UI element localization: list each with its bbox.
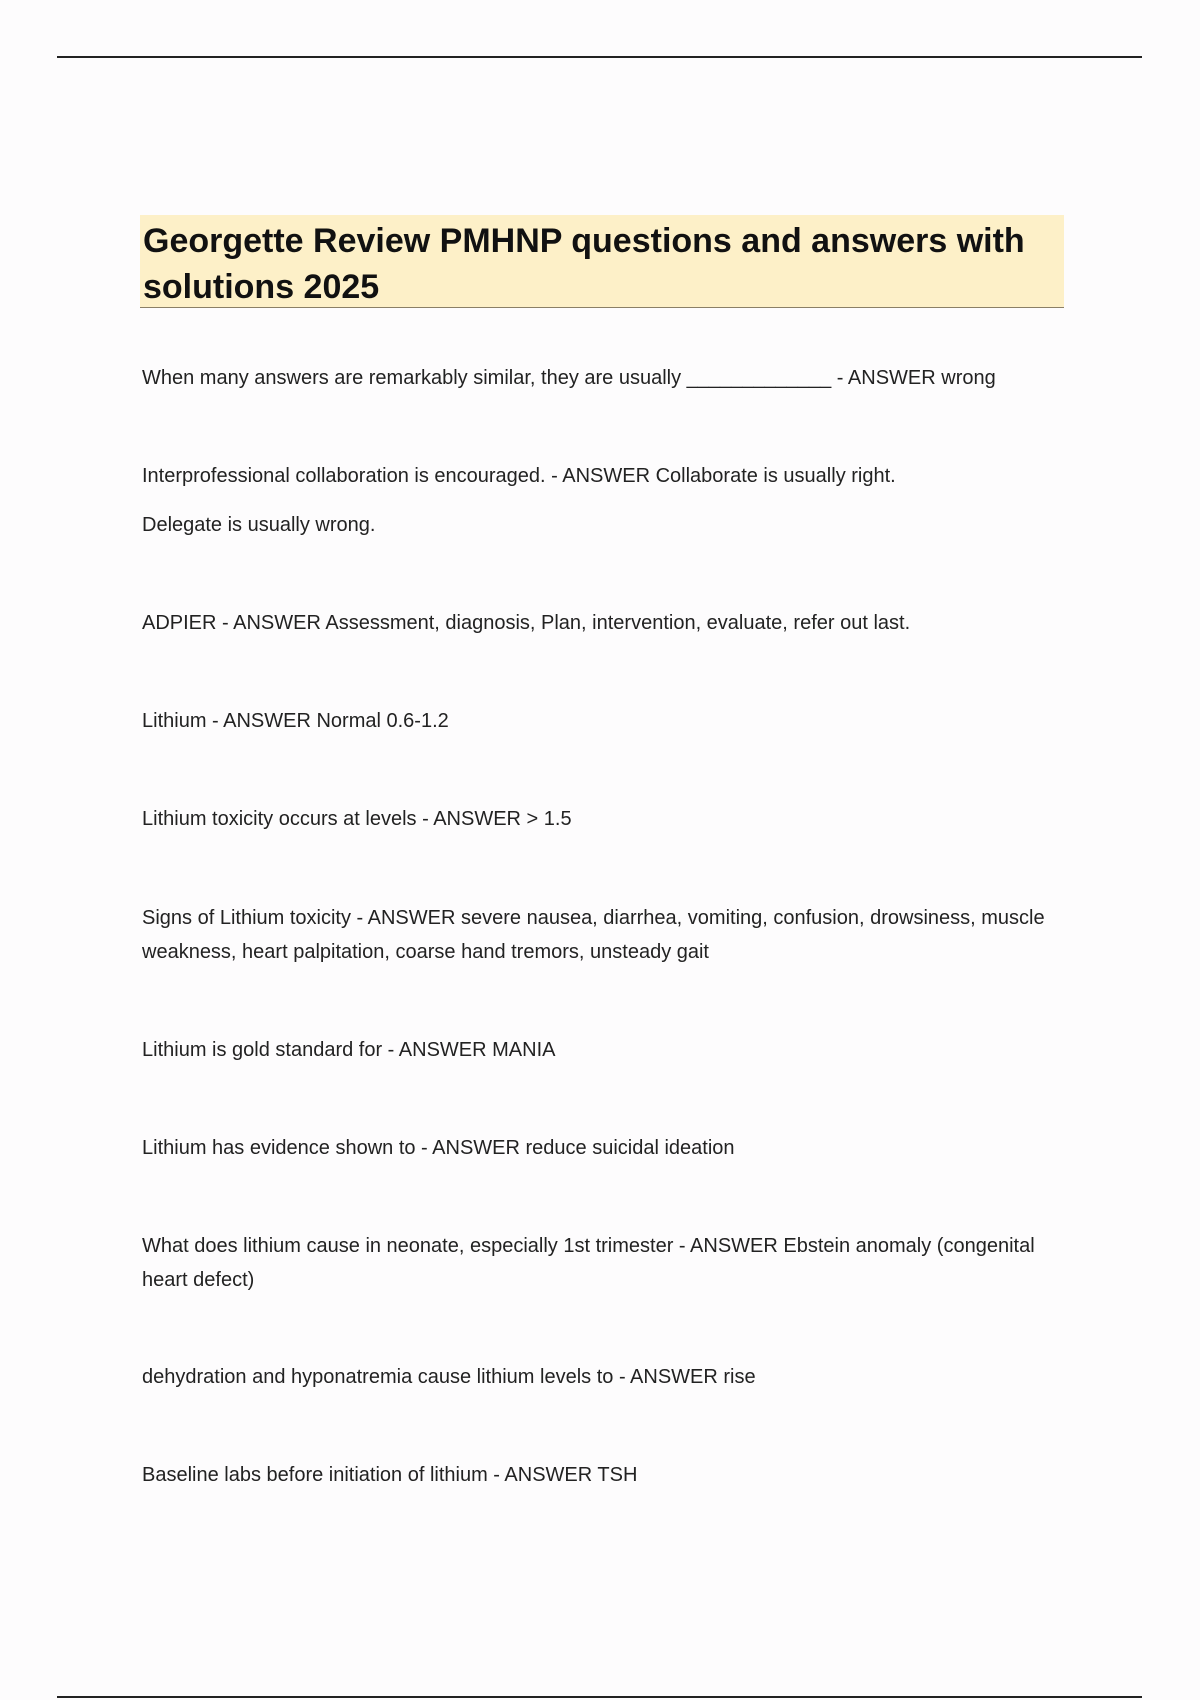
qa-item: [142, 704, 1082, 738]
qa-text: ADPIER - ANSWER Assessment, diagnosis, Plan, intervention, evaluate, refer out last.: [142, 612, 911, 634]
qa-text: Baseline labs before initiation of lithium - ANSWER TSH: [142, 1464, 638, 1486]
qa-text: Lithium is gold standard for - ANSWER MANIA: [142, 1039, 556, 1061]
qa-item: [142, 802, 1082, 836]
qa-item: [142, 1458, 1082, 1492]
qa-item: [142, 901, 1082, 969]
qa-item: [142, 1131, 1082, 1165]
qa-item: [142, 1360, 1082, 1394]
qa-text: dehydration and hyponatremia cause lithium levels to - ANSWER rise: [142, 1366, 756, 1388]
qa-text: Signs of Lithium toxicity - ANSWER severe nausea, diarrhea, vomiting, confusion, drowsiness, muscle weakness, heart palpitation, coarse hand tremors, unsteady gait: [142, 907, 1045, 963]
qa-item: [142, 606, 1082, 640]
qa-item: [142, 459, 1082, 542]
top-rule: [57, 56, 1142, 58]
qa-item: [142, 1033, 1082, 1067]
qa-text: Lithium toxicity occurs at levels - ANSWER > 1.5: [142, 808, 572, 830]
title-banner: [140, 215, 1064, 308]
qa-item: [142, 1229, 1082, 1297]
qa-text-continued: Delegate is usually wrong.: [142, 514, 376, 536]
qa-text: Lithium - ANSWER Normal 0.6-1.2: [142, 710, 449, 732]
qa-text: Interprofessional collaboration is encouraged. - ANSWER Collaborate is usually right.: [142, 465, 896, 487]
document-title: Georgette Review PMHNP questions and answers with solutions 2025: [143, 222, 1025, 306]
qa-text: When many answers are remarkably similar, they are usually _____________ - ANSWER wrong: [142, 367, 996, 389]
qa-item: [142, 361, 1082, 395]
qa-text: Lithium has evidence shown to - ANSWER reduce suicidal ideation: [142, 1137, 735, 1159]
qa-text: What does lithium cause in neonate, especially 1st trimester - ANSWER Ebstein anomaly (congenital heart defect): [142, 1235, 1035, 1291]
bottom-rule: [57, 1696, 1142, 1698]
